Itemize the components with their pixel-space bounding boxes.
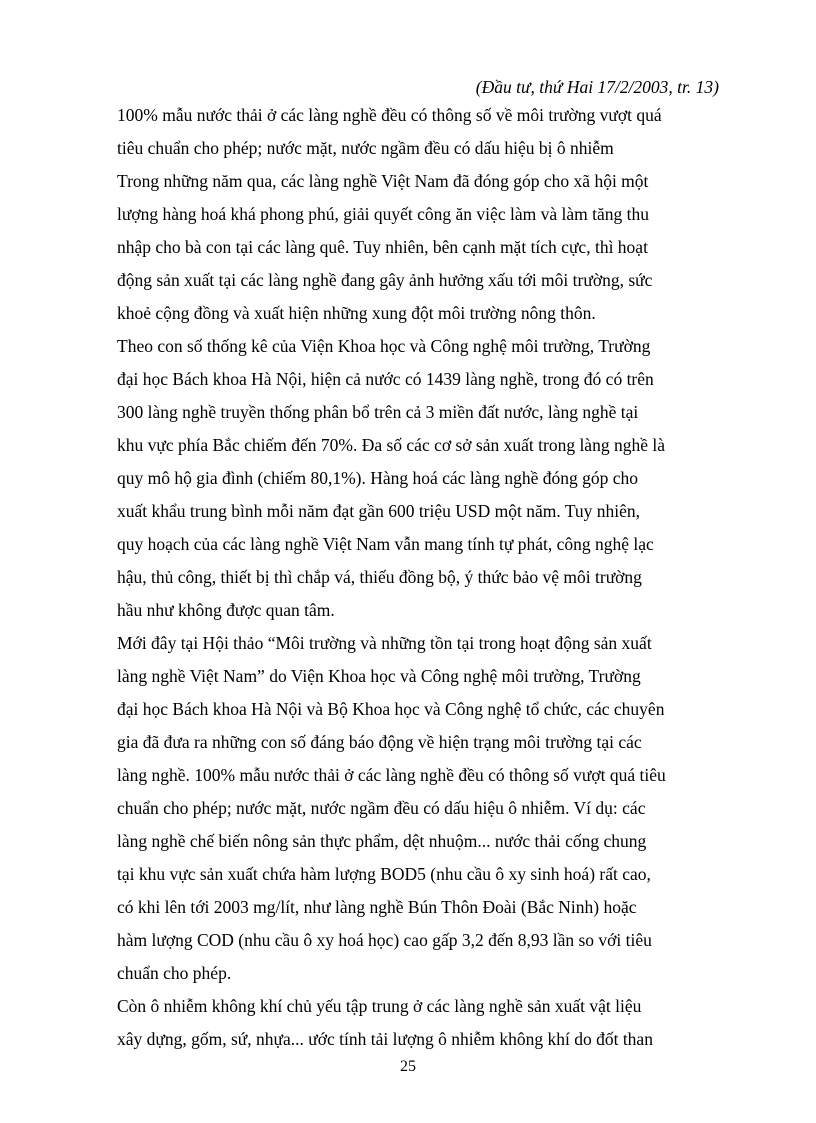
text-line: 300 làng nghề truyền thống phân bổ trên cả 3 miền đất nước, làng nghề tại (117, 402, 639, 422)
text-line: động sản xuất tại các làng nghề đang gây ảnh hưởng xấu tới môi trường, sức (117, 270, 653, 290)
text-line: hậu, thủ công, thiết bị thì chắp vá, thiếu đồng bộ, ý thức bảo vệ môi trường (117, 567, 642, 587)
text-line: Theo con số thống kê của Viện Khoa học và Công nghệ môi trường, Trường (117, 336, 651, 356)
text-line: chuẩn cho phép. (117, 963, 232, 983)
text-line: nhập cho bà con tại các làng quê. Tuy nhiên, bên cạnh mặt tích cực, thì hoạt (117, 237, 648, 257)
source-citation: (Đầu tư, thứ Hai 17/2/2003, tr. 13) (475, 77, 719, 97)
text-line: Còn ô nhiễm không khí chủ yếu tập trung ở các làng nghề sản xuất vật liệu (117, 996, 642, 1016)
text-line: có khi lên tới 2003 mg/lít, như làng nghề Bún Thôn Đoài (Bắc Ninh) hoặc (117, 897, 637, 917)
text-line: làng nghề chế biến nông sản thực phẩm, dệt nhuộm... nước thải cống chung (117, 831, 647, 851)
text-line: đại học Bách khoa Hà Nội và Bộ Khoa học và Công nghệ tổ chức, các chuyên (117, 699, 665, 719)
text-line: xuất khẩu trung bình mỗi năm đạt gần 600 triệu USD một năm. Tuy nhiên, (117, 501, 641, 521)
text-line: tại khu vực sản xuất chứa hàm lượng BOD5 (nhu cầu ô xy sinh hoá) rất cao, (117, 864, 651, 884)
text-line: lượng hàng hoá khá phong phú, giải quyết công ăn việc làm và làm tăng thu (117, 204, 649, 224)
text-line: xây dựng, gốm, sứ, nhựa... ước tính tải lượng ô nhiễm không khí do đốt than (117, 1029, 653, 1049)
text-line: khu vực phía Bắc chiếm đến 70%. Đa số các cơ sở sản xuất trong làng nghề là (117, 435, 665, 455)
text-line: làng nghề. 100% mẫu nước thải ở các làng nghề đều có thông số vượt quá tiêu (117, 765, 666, 785)
text-line: quy hoạch của các làng nghề Việt Nam vẫn mang tính tự phát, công nghệ lạc (117, 534, 654, 554)
text-line: 100% mẫu nước thải ở các làng nghề đều có thông số về môi trường vượt quá (117, 105, 662, 125)
text-line: gia đã đưa ra những con số đáng báo động về hiện trạng môi trường tại các (117, 732, 642, 752)
page-number: 25 (400, 1058, 416, 1075)
text-line: khoẻ cộng đồng và xuất hiện những xung đột môi trường nông thôn. (117, 303, 596, 323)
text-line: hầu như không được quan tâm. (117, 600, 335, 620)
text-line: Trong những năm qua, các làng nghề Việt Nam đã đóng góp cho xã hội một (117, 171, 649, 191)
text-line: Mới đây tại Hội thảo “Môi trường và những tồn tại trong hoạt động sản xuất (117, 633, 652, 653)
text-line: quy mô hộ gia đình (chiếm 80,1%). Hàng hoá các làng nghề đóng góp cho (117, 468, 638, 488)
text-line: tiêu chuẩn cho phép; nước mặt, nước ngầm đều có dấu hiệu bị ô nhiễm (117, 138, 614, 158)
text-line: hàm lượng COD (nhu cầu ô xy hoá học) cao gấp 3,2 đến 8,93 lần so với tiêu (117, 930, 652, 950)
text-line: đại học Bách khoa Hà Nội, hiện cả nước có 1439 làng nghề, trong đó có trên (117, 369, 654, 389)
text-line: chuẩn cho phép; nước mặt, nước ngầm đều có dấu hiệu ô nhiễm. Ví dụ: các (117, 798, 646, 818)
text-line: làng nghề Việt Nam” do Viện Khoa học và Công nghệ môi trường, Trường (117, 666, 641, 686)
